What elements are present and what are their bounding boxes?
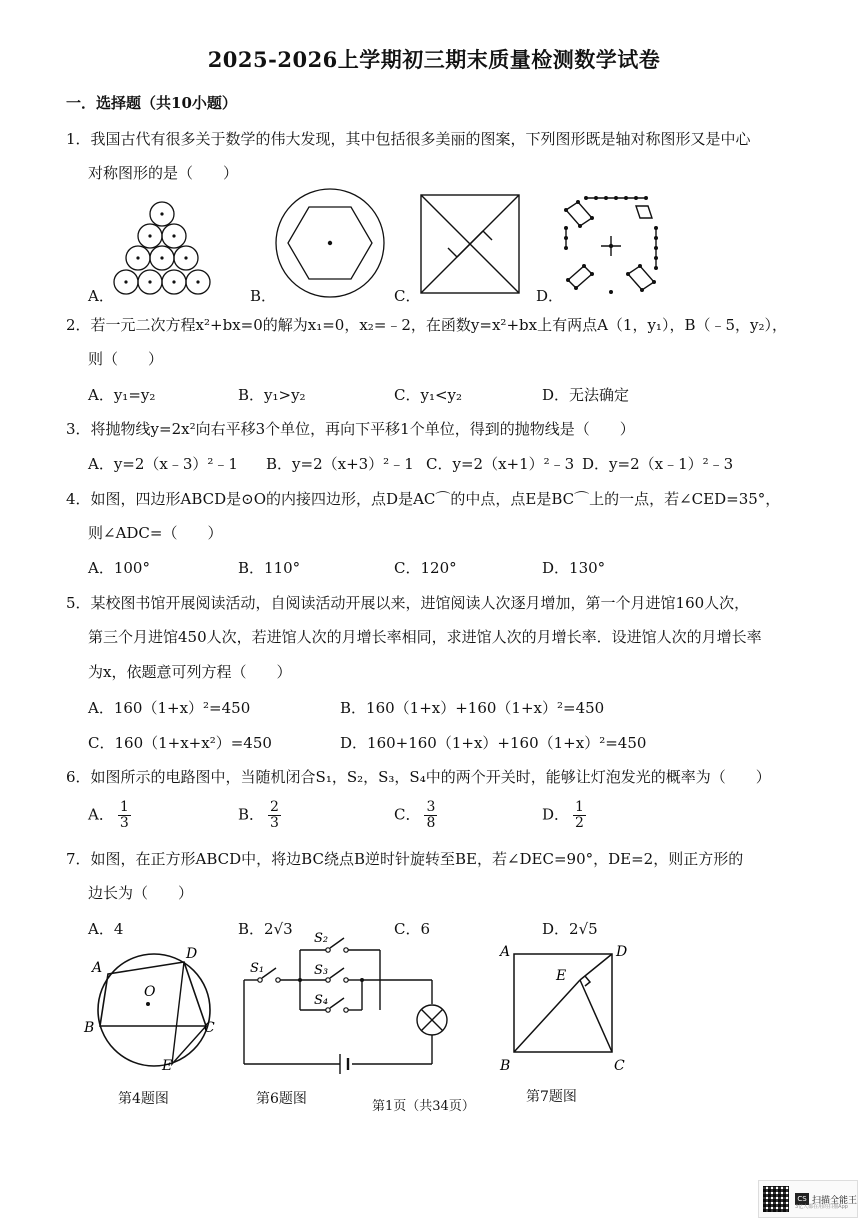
figure-7-square xyxy=(496,940,636,1076)
q6-option-a: A． $\frac{1}{3}$ xyxy=(88,799,129,831)
q3-option-d: D．y=2（x﹣1）²﹣3 xyxy=(582,455,734,473)
q1-figure-c xyxy=(420,194,520,296)
q5-stem-line3: 为x，依题意可列方程（ ） xyxy=(88,663,292,681)
q6-option-d: D． $\frac{1}{2}$ xyxy=(542,799,584,831)
q1-option-c: C． xyxy=(394,287,421,305)
q1-stem-line1: 1．我国古代有很多关于数学的伟大发现，其中包括很多美丽的图案，下列图形既是轴对称图形又是中心 xyxy=(66,130,751,148)
fig4-label-c: C xyxy=(204,1020,215,1036)
q6-option-c: C． $\frac{3}{8}$ xyxy=(394,799,436,831)
q7-stem-line1: 7．如图，在正方形ABCD中，将边BC绕点B逆时针旋转至BE，若∠DEC=90°，DE=2，则正方形的 xyxy=(66,850,744,868)
watermark-subtitle: 3亿人都在用的扫描App xyxy=(795,1204,848,1210)
figure-7-caption: 第7题图 xyxy=(526,1089,577,1105)
q1-option-a: A． xyxy=(88,287,114,305)
fig7-label-a: A xyxy=(500,944,511,960)
figure-4-caption: 第4题图 xyxy=(118,1091,169,1107)
q7-option-b: B．2√3 xyxy=(238,920,293,938)
q4-option-a: A．100° xyxy=(88,559,150,577)
fig4-label-a: A xyxy=(92,960,103,976)
q3-option-c: C．y=2（x+1）²﹣3 xyxy=(426,455,575,473)
q4-option-c: C．120° xyxy=(394,559,457,577)
q3-option-b: B．y=2（x+3）²﹣1 xyxy=(266,455,414,473)
q2-option-a: A．y₁=y₂ xyxy=(88,386,156,404)
figure-6-caption: 第6题图 xyxy=(256,1091,307,1107)
qr-code-icon xyxy=(763,1186,789,1212)
q7-option-d: D．2√5 xyxy=(542,920,598,938)
q2-option-c: C．y₁<y₂ xyxy=(394,386,463,404)
q3-stem: 3．将抛物线y=2x²向右平移3个单位，再向下平移1个单位，得到的抛物线是（ ） xyxy=(66,420,635,438)
q1-stem-line2: 对称图形的是（ ） xyxy=(88,164,239,182)
fig4-label-d: D xyxy=(186,946,198,962)
page-footer: 第1页（共34页） xyxy=(372,1099,475,1114)
fig6-label-s1: S₁ xyxy=(250,961,265,976)
q1-figure-a xyxy=(108,200,228,300)
q5-stem-line1: 5．某校图书馆开展阅读活动，自阅读活动开展以来，进馆阅读人次逐月增加，第一个月进馆160人次， xyxy=(66,594,750,612)
q1-option-b: B． xyxy=(250,287,277,305)
fig4-label-b: B xyxy=(84,1020,95,1036)
fig7-label-b: B xyxy=(500,1058,511,1074)
fig6-label-s4: S₄ xyxy=(314,993,329,1008)
q4-option-d: D．130° xyxy=(542,559,606,577)
q5-option-a: A．160（1+x）²=450 xyxy=(88,699,251,717)
q2-stem-line1: 2．若一元二次方程x²+bx=0的解为x₁=0，x₂=﹣2，在函数y=x²+bx上有两点A（1，y₁），B（﹣5，y₂）， xyxy=(66,316,787,334)
fig7-label-c: C xyxy=(614,1058,625,1074)
cs-logo-icon: CS xyxy=(795,1193,809,1205)
q1-figure-d xyxy=(556,194,666,298)
q4-option-b: B．110° xyxy=(238,559,301,577)
q5-stem-line2: 第三个月进馆450人次，若进馆人次的月增长率相同，求进馆人次的月增长率．设进馆人次的月增长率 xyxy=(88,628,762,646)
fig4-label-e: E xyxy=(162,1058,173,1074)
figure-6-circuit xyxy=(236,928,450,1078)
q2-option-b: B．y₁>y₂ xyxy=(238,386,306,404)
q6-stem: 6．如图所示的电路图中，当随机闭合S₁，S₂，S₃，S₄中的两个开关时，能够让灯泡发光的概率为（ ） xyxy=(66,768,771,786)
q1-figure-b xyxy=(274,188,386,300)
q4-stem-line1: 4．如图，四边形ABCD是⊙O的内接四边形，点D是AC⌒的中点，点E是BC⌒上的一点，若∠CED=35°， xyxy=(66,490,781,508)
fig7-label-d: D xyxy=(616,944,628,960)
page-title: 2025-2026上学期初三期末质量检测数学试卷 xyxy=(207,47,661,72)
q5-option-b: B．160（1+x）+160（1+x）²=450 xyxy=(340,699,605,717)
q3-option-a: A．y=2（x﹣3）²﹣1 xyxy=(88,455,238,473)
q5-option-c: C．160（1+x+x²）=450 xyxy=(88,734,272,752)
q5-option-d: D．160+160（1+x）+160（1+x）²=450 xyxy=(340,734,647,752)
q2-stem-line2: 则（ ） xyxy=(88,350,164,368)
q7-option-c: C．6 xyxy=(394,920,431,938)
fig4-label-o: O xyxy=(144,984,156,1000)
q6-option-b: B． $\frac{2}{3}$ xyxy=(238,799,279,831)
q7-stem-line2: 边长为（ ） xyxy=(88,884,194,902)
q1-option-d: D． xyxy=(536,287,564,305)
figure-4-circle-quadrilateral xyxy=(86,944,226,1074)
q2-option-d: D．无法确定 xyxy=(542,386,630,404)
section-heading: 一．选择题（共10小题） xyxy=(66,94,237,112)
watermark-brand: 扫描全能王 xyxy=(812,1195,858,1206)
fig6-label-s2: S₂ xyxy=(314,931,329,946)
scanner-watermark xyxy=(758,1180,858,1218)
fig7-label-e: E xyxy=(556,968,567,984)
fig6-label-s3: S₃ xyxy=(314,963,329,978)
q4-stem-line2: 则∠ADC=（ ） xyxy=(88,524,223,542)
q7-option-a: A．4 xyxy=(88,920,124,938)
